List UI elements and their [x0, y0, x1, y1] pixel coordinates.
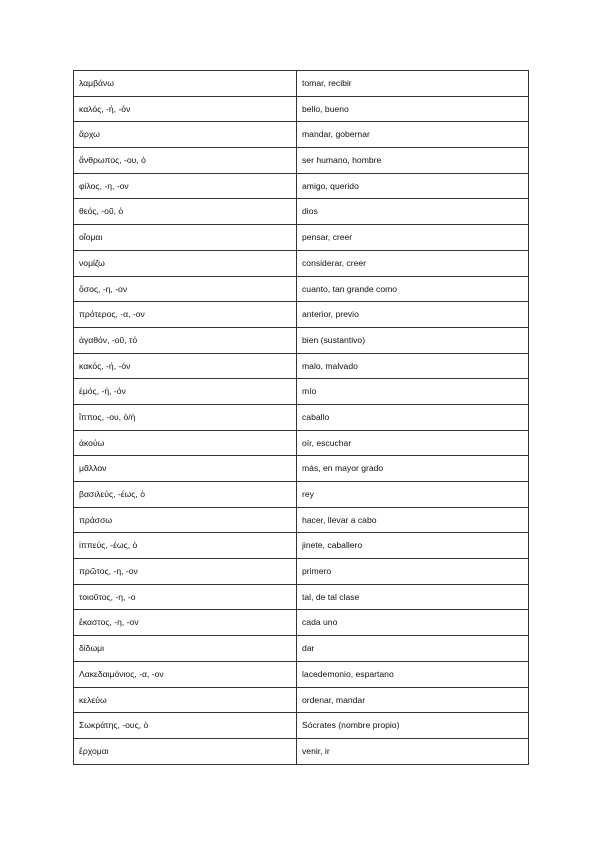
spanish-translation-cell: oír, escuchar [297, 430, 529, 456]
spanish-translation-cell: mandar, gobernar [297, 122, 529, 148]
spanish-translation-cell: malo, malvado [297, 353, 529, 379]
table-row [74, 610, 529, 636]
table-row [74, 636, 529, 662]
greek-term-cell: κακός, -ή, -όν [74, 353, 297, 379]
greek-term-cell: πρῶτος, -η, -ον [74, 559, 297, 585]
table-row [74, 507, 529, 533]
greek-term-cell: ἀκούω [74, 430, 297, 456]
spanish-translation-cell: anterior, previo [297, 302, 529, 328]
greek-term-cell: οἴομαι [74, 225, 297, 251]
spanish-translation-cell: cada uno [297, 610, 529, 636]
greek-term-cell: ἐμός, -ή, -όν [74, 379, 297, 405]
greek-term-cell: Λακεδαιμόνιος, -α, -ον [74, 661, 297, 687]
greek-term-cell: ἄρχω [74, 122, 297, 148]
greek-term-cell: κελεύω [74, 687, 297, 713]
spanish-translation-cell: hacer, llevar a cabo [297, 507, 529, 533]
spanish-translation-cell: amigo, querido [297, 173, 529, 199]
greek-term-cell: πράσσω [74, 507, 297, 533]
spanish-translation-cell: caballo [297, 404, 529, 430]
greek-term-cell: ἄνθρωπος, -ου, ὁ [74, 148, 297, 174]
table-row [74, 661, 529, 687]
table-row [74, 687, 529, 713]
greek-term-cell: λαμβάνω [74, 71, 297, 97]
spanish-translation-cell: bello, bueno [297, 96, 529, 122]
table-row [74, 96, 529, 122]
greek-term-cell: τοιοῦτος, -η, -ο [74, 584, 297, 610]
table-row [74, 482, 529, 508]
greek-term-cell: ἔρχομαι [74, 738, 297, 764]
table-row [74, 327, 529, 353]
spanish-translation-cell: dios [297, 199, 529, 225]
vocabulary-table [73, 70, 529, 765]
greek-term-cell: ἱππεύς, -έως, ὁ [74, 533, 297, 559]
table-row [74, 250, 529, 276]
table-row [74, 430, 529, 456]
spanish-translation-cell: venir, ir [297, 738, 529, 764]
table-row [74, 71, 529, 97]
greek-term-cell: ἀγαθόν, -οῦ, τό [74, 327, 297, 353]
greek-term-cell: Σωκράτης, -ους, ὁ [74, 713, 297, 739]
spanish-translation-cell: lacedemonio, espartano [297, 661, 529, 687]
table-row [74, 148, 529, 174]
table-row [74, 533, 529, 559]
greek-term-cell: θεός, -οῦ, ὁ [74, 199, 297, 225]
table-row [74, 122, 529, 148]
greek-term-cell: πρότερος, -α, -ον [74, 302, 297, 328]
spanish-translation-cell: ordenar, mandar [297, 687, 529, 713]
spanish-translation-cell: primero [297, 559, 529, 585]
table-row [74, 738, 529, 764]
table-row [74, 713, 529, 739]
greek-term-cell: ἵππος, -ου, ὁ/ἡ [74, 404, 297, 430]
spanish-translation-cell: cuanto, tan grande como [297, 276, 529, 302]
table-row [74, 225, 529, 251]
spanish-translation-cell: bien (sustantivo) [297, 327, 529, 353]
spanish-translation-cell: considerar, creer [297, 250, 529, 276]
greek-term-cell: ὅσος, -η, -ον [74, 276, 297, 302]
table-row [74, 199, 529, 225]
table-row [74, 456, 529, 482]
table-row [74, 302, 529, 328]
spanish-translation-cell: rey [297, 482, 529, 508]
table-row [74, 353, 529, 379]
greek-term-cell: μᾶλλον [74, 456, 297, 482]
spanish-translation-cell: Sócrates (nombre propio) [297, 713, 529, 739]
greek-term-cell: καλός, -ή, -όν [74, 96, 297, 122]
greek-term-cell: φίλος, -η, -ον [74, 173, 297, 199]
spanish-translation-cell: tomar, recibir [297, 71, 529, 97]
spanish-translation-cell: pensar, creer [297, 225, 529, 251]
vocabulary-table-body [74, 71, 529, 765]
table-row [74, 173, 529, 199]
table-row [74, 404, 529, 430]
greek-term-cell: νομίζω [74, 250, 297, 276]
greek-term-cell: δίδωμι [74, 636, 297, 662]
spanish-translation-cell: más, en mayor grado [297, 456, 529, 482]
spanish-translation-cell: jinete, caballero [297, 533, 529, 559]
greek-term-cell: βασιλεύς, -έως, ὁ [74, 482, 297, 508]
greek-term-cell: ἕκαστος, -η, -ον [74, 610, 297, 636]
spanish-translation-cell: ser humano, hombre [297, 148, 529, 174]
spanish-translation-cell: mío [297, 379, 529, 405]
table-row [74, 559, 529, 585]
spanish-translation-cell: dar [297, 636, 529, 662]
spanish-translation-cell: tal, de tal clase [297, 584, 529, 610]
table-row [74, 379, 529, 405]
table-row [74, 584, 529, 610]
table-row [74, 276, 529, 302]
